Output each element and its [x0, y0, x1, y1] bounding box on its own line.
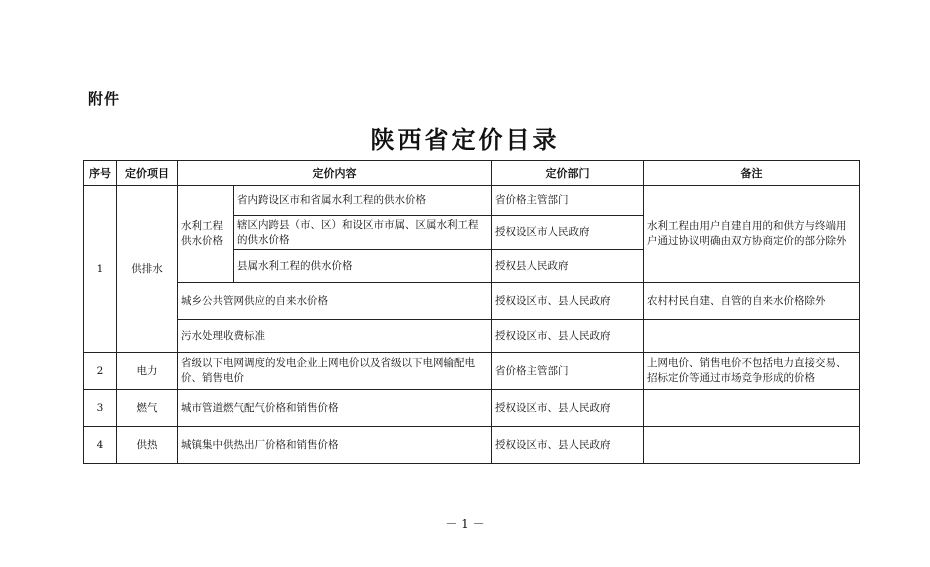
table-row — [84, 320, 860, 353]
header-dept: 定价部门 — [492, 161, 644, 186]
cell-content: 辖区内跨县（市、区）和设区市市属、区属水利工程的供水价格 — [234, 216, 492, 250]
cell-dept: 省价格主管部门 — [492, 353, 644, 390]
cell-item: 供热 — [117, 427, 178, 464]
cell-item: 电力 — [117, 353, 178, 390]
cell-content: 城乡公共管网供应的自来水价格 — [178, 283, 492, 320]
table-row — [84, 283, 860, 320]
table-row — [84, 427, 860, 464]
header-remark: 备注 — [644, 161, 860, 186]
cell-content: 城市管道燃气配气价格和销售价格 — [178, 390, 492, 427]
cell-dept: 授权设区市、县人民政府 — [492, 283, 644, 320]
table-row — [84, 390, 860, 427]
cell-seq: 1 — [84, 186, 117, 353]
cell-remark: 水利工程由用户自建自用的和供方与终端用户通过协议明确由双方协商定价的部分除外 — [644, 186, 860, 283]
page-number: － 1 － — [445, 517, 485, 531]
cell-remark: 农村村民自建、自管的自来水价格除外 — [644, 283, 860, 320]
cell-remark — [644, 427, 860, 464]
cell-dept: 省价格主管部门 — [492, 186, 644, 216]
header-content: 定价内容 — [178, 161, 492, 186]
cell-content: 县属水利工程的供水价格 — [234, 250, 492, 283]
cell-dept: 授权设区市、县人民政府 — [492, 390, 644, 427]
cell-item: 供排水 — [117, 186, 178, 353]
cell-content: 城镇集中供热出厂价格和销售价格 — [178, 427, 492, 464]
pricing-catalog-table — [83, 160, 860, 464]
header-seq: 序号 — [84, 161, 117, 186]
cell-seq: 4 — [84, 427, 117, 464]
cell-remark — [644, 320, 860, 353]
cell-remark — [644, 390, 860, 427]
cell-seq: 2 — [84, 353, 117, 390]
cell-dept: 授权设区市人民政府 — [492, 216, 644, 250]
cell-remark: 上网电价、销售电价不包括电力直接交易、招标定价等通过市场竞争形成的价格 — [644, 353, 860, 390]
cell-dept: 授权县人民政府 — [492, 250, 644, 283]
cell-dept: 授权设区市、县人民政府 — [492, 427, 644, 464]
cell-dept: 授权设区市、县人民政府 — [492, 320, 644, 353]
cell-sub-category: 水利工程供水价格 — [178, 186, 234, 283]
table-header-row — [84, 161, 860, 186]
table-row — [84, 353, 860, 390]
cell-content: 省内跨设区市和省属水利工程的供水价格 — [234, 186, 492, 216]
cell-seq: 3 — [84, 390, 117, 427]
header-item: 定价项目 — [117, 161, 178, 186]
cell-content: 省级以下电网调度的发电企业上网电价以及省级以下电网输配电价、销售电价 — [178, 353, 492, 390]
attachment-label: 附件 — [88, 90, 121, 108]
table-row — [84, 186, 860, 216]
cell-content: 污水处理收费标准 — [178, 320, 492, 353]
document-title: 陕西省定价目录 — [370, 126, 560, 154]
cell-item: 燃气 — [117, 390, 178, 427]
